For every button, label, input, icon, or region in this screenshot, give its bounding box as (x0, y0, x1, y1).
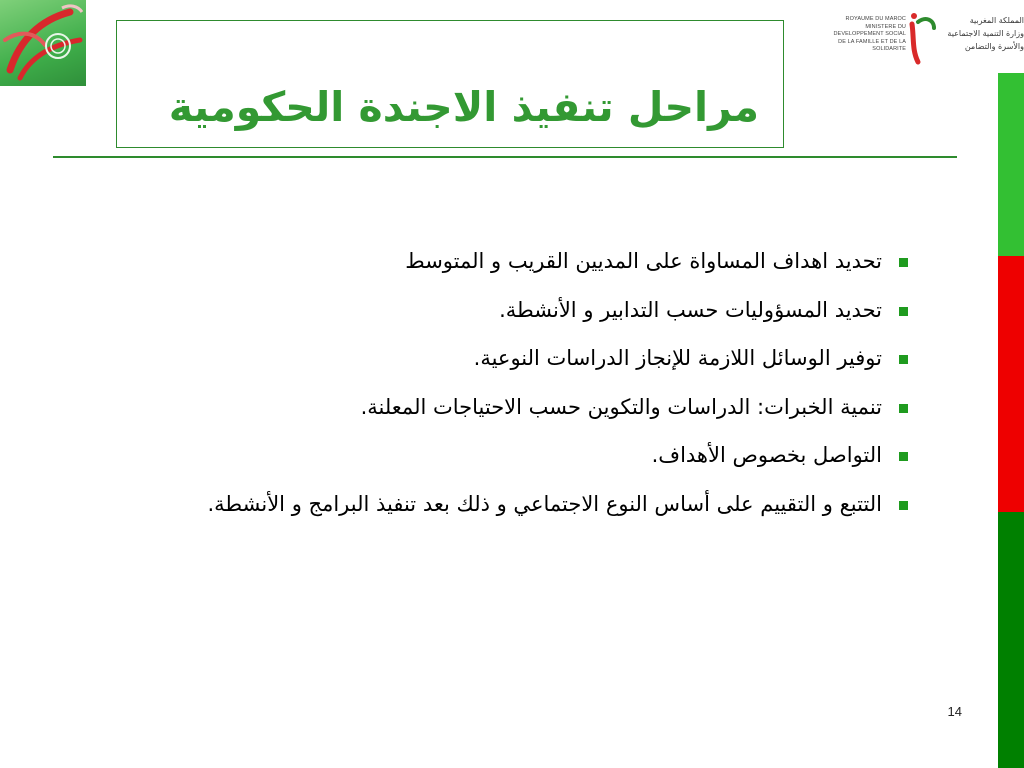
bullet-item (150, 390, 912, 425)
title-divider (53, 156, 957, 158)
slide-title: مراحل تنفيذ الاجندة الحكومية (168, 83, 759, 131)
bullet-text: توفير الوسائل اللازمة للإنجاز الدراسات النوعية. (473, 346, 882, 370)
page-number: 14 (947, 704, 962, 719)
ministry-name-ar (942, 14, 1024, 53)
square-bullet-icon (899, 307, 908, 316)
bullet-item (150, 293, 912, 328)
square-bullet-icon (899, 404, 908, 413)
bullet-item (150, 487, 912, 522)
ministry-logo-icon (812, 8, 1024, 74)
color-strip-dark-green (998, 512, 1024, 768)
bullet-text: التتبع و التقييم على أساس النوع الاجتماعي و ذلك بعد تنفيذ البرامج و الأنشطة. (207, 491, 882, 516)
square-bullet-icon (899, 452, 908, 461)
square-bullet-icon (899, 258, 908, 267)
ministry-ar-line: والأسرة والتضامن (964, 42, 1024, 51)
color-strip-red (998, 256, 1024, 512)
title-box (116, 20, 784, 148)
square-bullet-icon (899, 501, 908, 510)
square-bullet-icon (899, 355, 908, 364)
emblem-logo-icon (0, 0, 86, 86)
bullet-item (150, 244, 912, 279)
bullet-list (150, 244, 912, 535)
bullet-item (150, 341, 912, 376)
ministry-symbol-icon (904, 10, 940, 66)
ministry-fr-line: ROYAUME DU MAROC (845, 16, 906, 22)
bullet-text: تنمية الخبرات: الدراسات والتكوين حسب الاحتياجات المعلنة. (360, 394, 882, 419)
ministry-name-fr (818, 16, 906, 54)
ministry-fr-line: DE LA FAMILLE ET DE LA SOLIDARITE (838, 38, 906, 52)
ministry-ar-line: وزارة التنمية الاجتماعية (947, 29, 1024, 38)
bullet-item (150, 438, 912, 473)
bullet-text: التواصل بخصوص الأهداف. (651, 443, 882, 467)
ministry-ar-line: المملكة المغربية (969, 16, 1024, 25)
color-strip-light-green (998, 73, 1024, 256)
bullet-text: تحديد اهداف المساواة على المديين القريب و المتوسط (405, 249, 882, 273)
ministry-fr-line: MINISTERE DU DEVELOPPEMENT SOCIAL (833, 23, 906, 37)
bullet-text: تحديد المسؤوليات حسب التدابير و الأنشطة. (499, 297, 882, 322)
